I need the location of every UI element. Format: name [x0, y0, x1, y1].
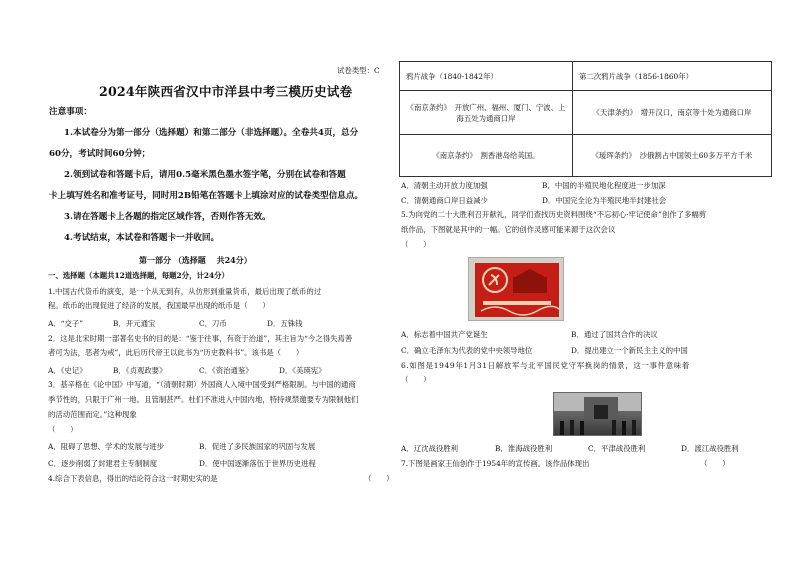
table-row	[400, 135, 772, 177]
q5-paren: （ ）	[401, 240, 431, 249]
notice-line-1: 1.本试卷分为第一部分（选择题）和第二部分（非选择题）。全卷共4页，总分	[64, 128, 359, 138]
q2-stem-1: 2．这是北宋时期一部著名史书的目的是：“鉴于往事，有资于治道”，其主旨为“今之得失焉善	[48, 334, 353, 343]
notice-line-2: 60分，考试时间60分钟；	[49, 149, 151, 159]
q1-option-d[interactable]: D．五铢钱	[267, 319, 303, 328]
q2-option-b[interactable]: B．《贞观政要》	[113, 366, 167, 375]
q6-option-c[interactable]: C．平津战役胜利	[588, 444, 646, 453]
q5-option-c[interactable]: C．确立毛泽东为代表的党中央领导地位	[401, 346, 533, 355]
q5-stem-2: 纸作品，下图就是其中的一幅。它的创作灵感可能来源于这次会议	[401, 225, 616, 234]
q6-stem-1: 6.如图是1949年1月31日解放军与北平国民党守军换岗的情景，这一事件意味着	[401, 361, 690, 370]
q3-option-c[interactable]: C．逐步削弱了封建君主专制制度	[48, 459, 158, 468]
q7-paren: （ ）	[700, 459, 730, 468]
photo-art	[554, 393, 642, 436]
q2-option-a[interactable]: A．《史记》	[48, 366, 87, 375]
table-cell: 《天津条约》 增开汉口，南京等十处为通商口岸	[573, 91, 772, 135]
notice-line-5: 3.请在答题卡上各题的指定区域作答，否则作答无效。	[64, 212, 271, 222]
q6-option-a[interactable]: A．辽沈战役胜利	[401, 444, 459, 453]
q3-option-d[interactable]: D．使中国逐渐落伍于世界历史进程	[199, 459, 316, 468]
q1-option-a[interactable]: A．“交子”	[48, 319, 84, 328]
table-header-cell: 鸦片战争（1840-1842年）	[400, 62, 573, 91]
page-title: 2024年陕西省汉中市洋县中考三模历史试卷	[99, 84, 353, 99]
q4-option-c[interactable]: C．清朝通商口岸日益减少	[401, 196, 488, 205]
papercut-art	[475, 263, 559, 317]
q1-option-b[interactable]: B．开元通宝	[113, 319, 156, 328]
table-cell: 《南京条约》 开放广州、福州、厦门、宁波、上海五处为通商口岸	[400, 91, 573, 135]
q5-option-a[interactable]: A．标志着中国共产党诞生	[401, 330, 488, 339]
table-cell: 《瑷珲条约》 沙俄割占中国领土60多万平方千米	[573, 135, 772, 177]
q1-stem-2: 程。纸币的出现促进了经济的发展，我国最早出现的纸币是（ ）	[48, 301, 270, 310]
notice-line-4: 卡上填写姓名和准考证号，同时用2B铅笔在答题卡上填涂对应的试卷类型信息点。	[49, 191, 364, 201]
q4-paren: （ ）	[364, 474, 394, 483]
q4-option-d[interactable]: D．中国完全沦为半殖民地半封建社会	[542, 196, 667, 205]
table-header-row	[400, 62, 772, 91]
notice-heading: 注意事项：	[49, 107, 92, 117]
q5-option-b[interactable]: B．通过了国共合作的决议	[571, 330, 658, 339]
q3-option-b[interactable]: B．促进了多民族国家的巩固与发展	[199, 442, 316, 451]
table-row	[400, 91, 772, 135]
q5-stem-1: 5.为向党的二十大胜利召开献礼，同学们查找历史资料围绕“不忘初心·牢记使命”创作了多幅剪	[401, 210, 707, 219]
q1-stem-1: 1.中国古代货币的演变，是一个从无到有，从仿形到重量货币，最后出现了纸币的过	[48, 287, 322, 296]
q6-option-d[interactable]: D．渡江战役胜利	[681, 444, 739, 453]
q3-stem-2: 季节性的，只限于广州一地。且管制甚严。杜们不准进入中国内地，特持规禁邀要专为限制他们	[48, 395, 359, 404]
q4-option-a[interactable]: A．清朝主动开放力度加强	[401, 181, 488, 190]
q2-stem-2: 者可为法，恶者为戒”，此后历代帝王以此书为“历史教科书”。该书是（ ）	[48, 348, 304, 357]
part1-instruction: 一、选择题（本题共12道选择题，每题2分，计24分）	[48, 271, 229, 280]
q2-option-c[interactable]: C．《资治通鉴》	[199, 366, 253, 375]
historical-photo	[553, 392, 642, 436]
q1-option-c[interactable]: C．刀币	[199, 319, 227, 328]
notice-line-3: 2.领到试卷和答题卡后，请用0.5毫米黑色墨水签字笔，分别在试卷和答题	[64, 170, 346, 180]
table-header-cell: 第二次鸦片战争（1856-1860年）	[573, 62, 772, 91]
q4-stem: 4.综合下表信息，得出的结论符合这一时期史实的是	[48, 474, 218, 483]
q4-option-b[interactable]: B．中国的半殖民地化程度进一步加深	[542, 181, 666, 190]
q7-stem: 7.下图是画家王仙创作于1954年的宣传画。该作品体现出	[401, 459, 590, 468]
notice-line-6: 4.考试结束，本试卷和答题卡一并收回。	[64, 233, 220, 243]
q3-stem-3: 的活动范围而定。”这种现象	[48, 410, 137, 419]
q3-stem-1: 3．基辛格在《论中国》中写道，“（清朝时期）外国商人入境中国受到严格限制。与中国的通商	[48, 380, 356, 389]
q3-option-a[interactable]: A．阻碍了思想、学术的发展与进步	[48, 442, 165, 451]
papercut-image	[468, 257, 564, 321]
q6-paren: （ ）	[401, 375, 431, 384]
history-table	[399, 61, 772, 177]
exam-type: 试卷类型：C	[337, 66, 380, 75]
q3-paren: （ ）	[48, 425, 78, 434]
part1-heading: 第一部分 （选择题 共24分）	[139, 255, 252, 265]
q5-option-d[interactable]: D．提出建立一个新民主主义的中国	[571, 346, 688, 355]
q6-option-b[interactable]: B．淮海战役胜利	[495, 444, 553, 453]
q2-option-d[interactable]: D．《美瑛宪》	[279, 366, 326, 375]
table-cell: 《南京条约》 割香港岛给英国。	[400, 135, 573, 177]
